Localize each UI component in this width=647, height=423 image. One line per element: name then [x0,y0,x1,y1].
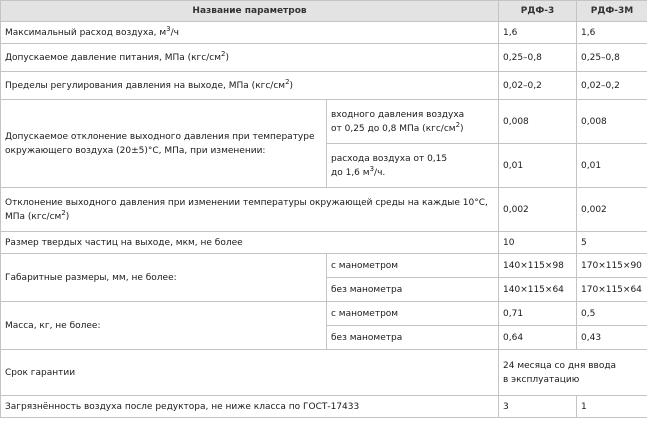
value-rdf3: 0,008 [499,100,577,144]
table-row [1,100,647,144]
value-rdf3m: 1 [577,396,647,418]
value-warranty: 24 месяца со дня ввода в эксплуатацию [499,350,647,396]
param-label: Масса, кг, не более: [1,302,327,350]
value-rdf3m: 0,5 [577,302,647,326]
param-sublabel: без манометра [327,326,499,350]
value-rdf3: 1,6 [499,22,577,44]
value-rdf3: 3 [499,396,577,418]
table-row [1,232,647,254]
value-rdf3: 0,71 [499,302,577,326]
param-label: Срок гарантии [1,350,499,396]
header-rdf3: РДФ-3 [499,1,577,22]
param-label: Пределы регулирования давления на выходе, МПа $(кгс/см^2)$ [1,72,499,100]
table-row [1,396,647,418]
param-sublabel: расхода воздуха от 0,15 до 1,6 $м^3/ч$. [327,144,499,188]
param-sublabel: входного давления воздуха от 0,25 до 0,8 МПа $(кгс/см^2)$ [327,100,499,144]
value-rdf3: 0,002 [499,188,577,232]
param-label: Отклонение выходного давления при изменении температуры окружающей среды на каждые 10°С, МПа $(кгс/см^2)$ [1,188,499,232]
param-sublabel: с манометром [327,302,499,326]
header-parameter-name: Название параметров [1,1,499,22]
table-row [1,254,647,278]
value-rdf3m: 170×115×64 [577,278,647,302]
value-rdf3: 140×115×64 [499,278,577,302]
param-label: Размер твердых частиц на выходе, мкм, не более [1,232,499,254]
param-label: Загрязнённость воздуха после редуктора, не ниже класса по ГОСТ-17433 [1,396,499,418]
table-row [1,350,647,396]
value-rdf3m: 0,002 [577,188,647,232]
value-rdf3: 0,01 [499,144,577,188]
table-row [1,22,647,44]
param-sublabel: с манометром [327,254,499,278]
table-row [1,72,647,100]
value-rdf3m: 0,25–0,8 [577,44,647,72]
value-rdf3m: 0,43 [577,326,647,350]
value-rdf3m: 1,6 [577,22,647,44]
table-row [1,44,647,72]
value-rdf3: 140×115×98 [499,254,577,278]
value-rdf3m: 5 [577,232,647,254]
table-header-row [1,1,647,22]
value-rdf3m: 0,01 [577,144,647,188]
header-rdf3m: РДФ-3М [577,1,647,22]
value-rdf3: 0,02–0,2 [499,72,577,100]
value-rdf3: 0,64 [499,326,577,350]
value-rdf3: 0,25–0,8 [499,44,577,72]
param-label: Допускаемое отклонение выходного давления при температуре окружающего воздуха (20±5)°С, МПа, при изменении: [1,100,327,188]
param-label: Габаритные размеры, мм, не более: [1,254,327,302]
table-row [1,188,647,232]
value-rdf3m: 170×115×90 [577,254,647,278]
table-row [1,302,647,326]
value-rdf3m: 0,02–0,2 [577,72,647,100]
param-label: Максимальный расход воздуха, $м^3/ч$ [1,22,499,44]
param-sublabel: без манометра [327,278,499,302]
value-rdf3: 10 [499,232,577,254]
param-label: Допускаемое давление питания, МПа $(кгс/см^2)$ [1,44,499,72]
value-rdf3m: 0,008 [577,100,647,144]
